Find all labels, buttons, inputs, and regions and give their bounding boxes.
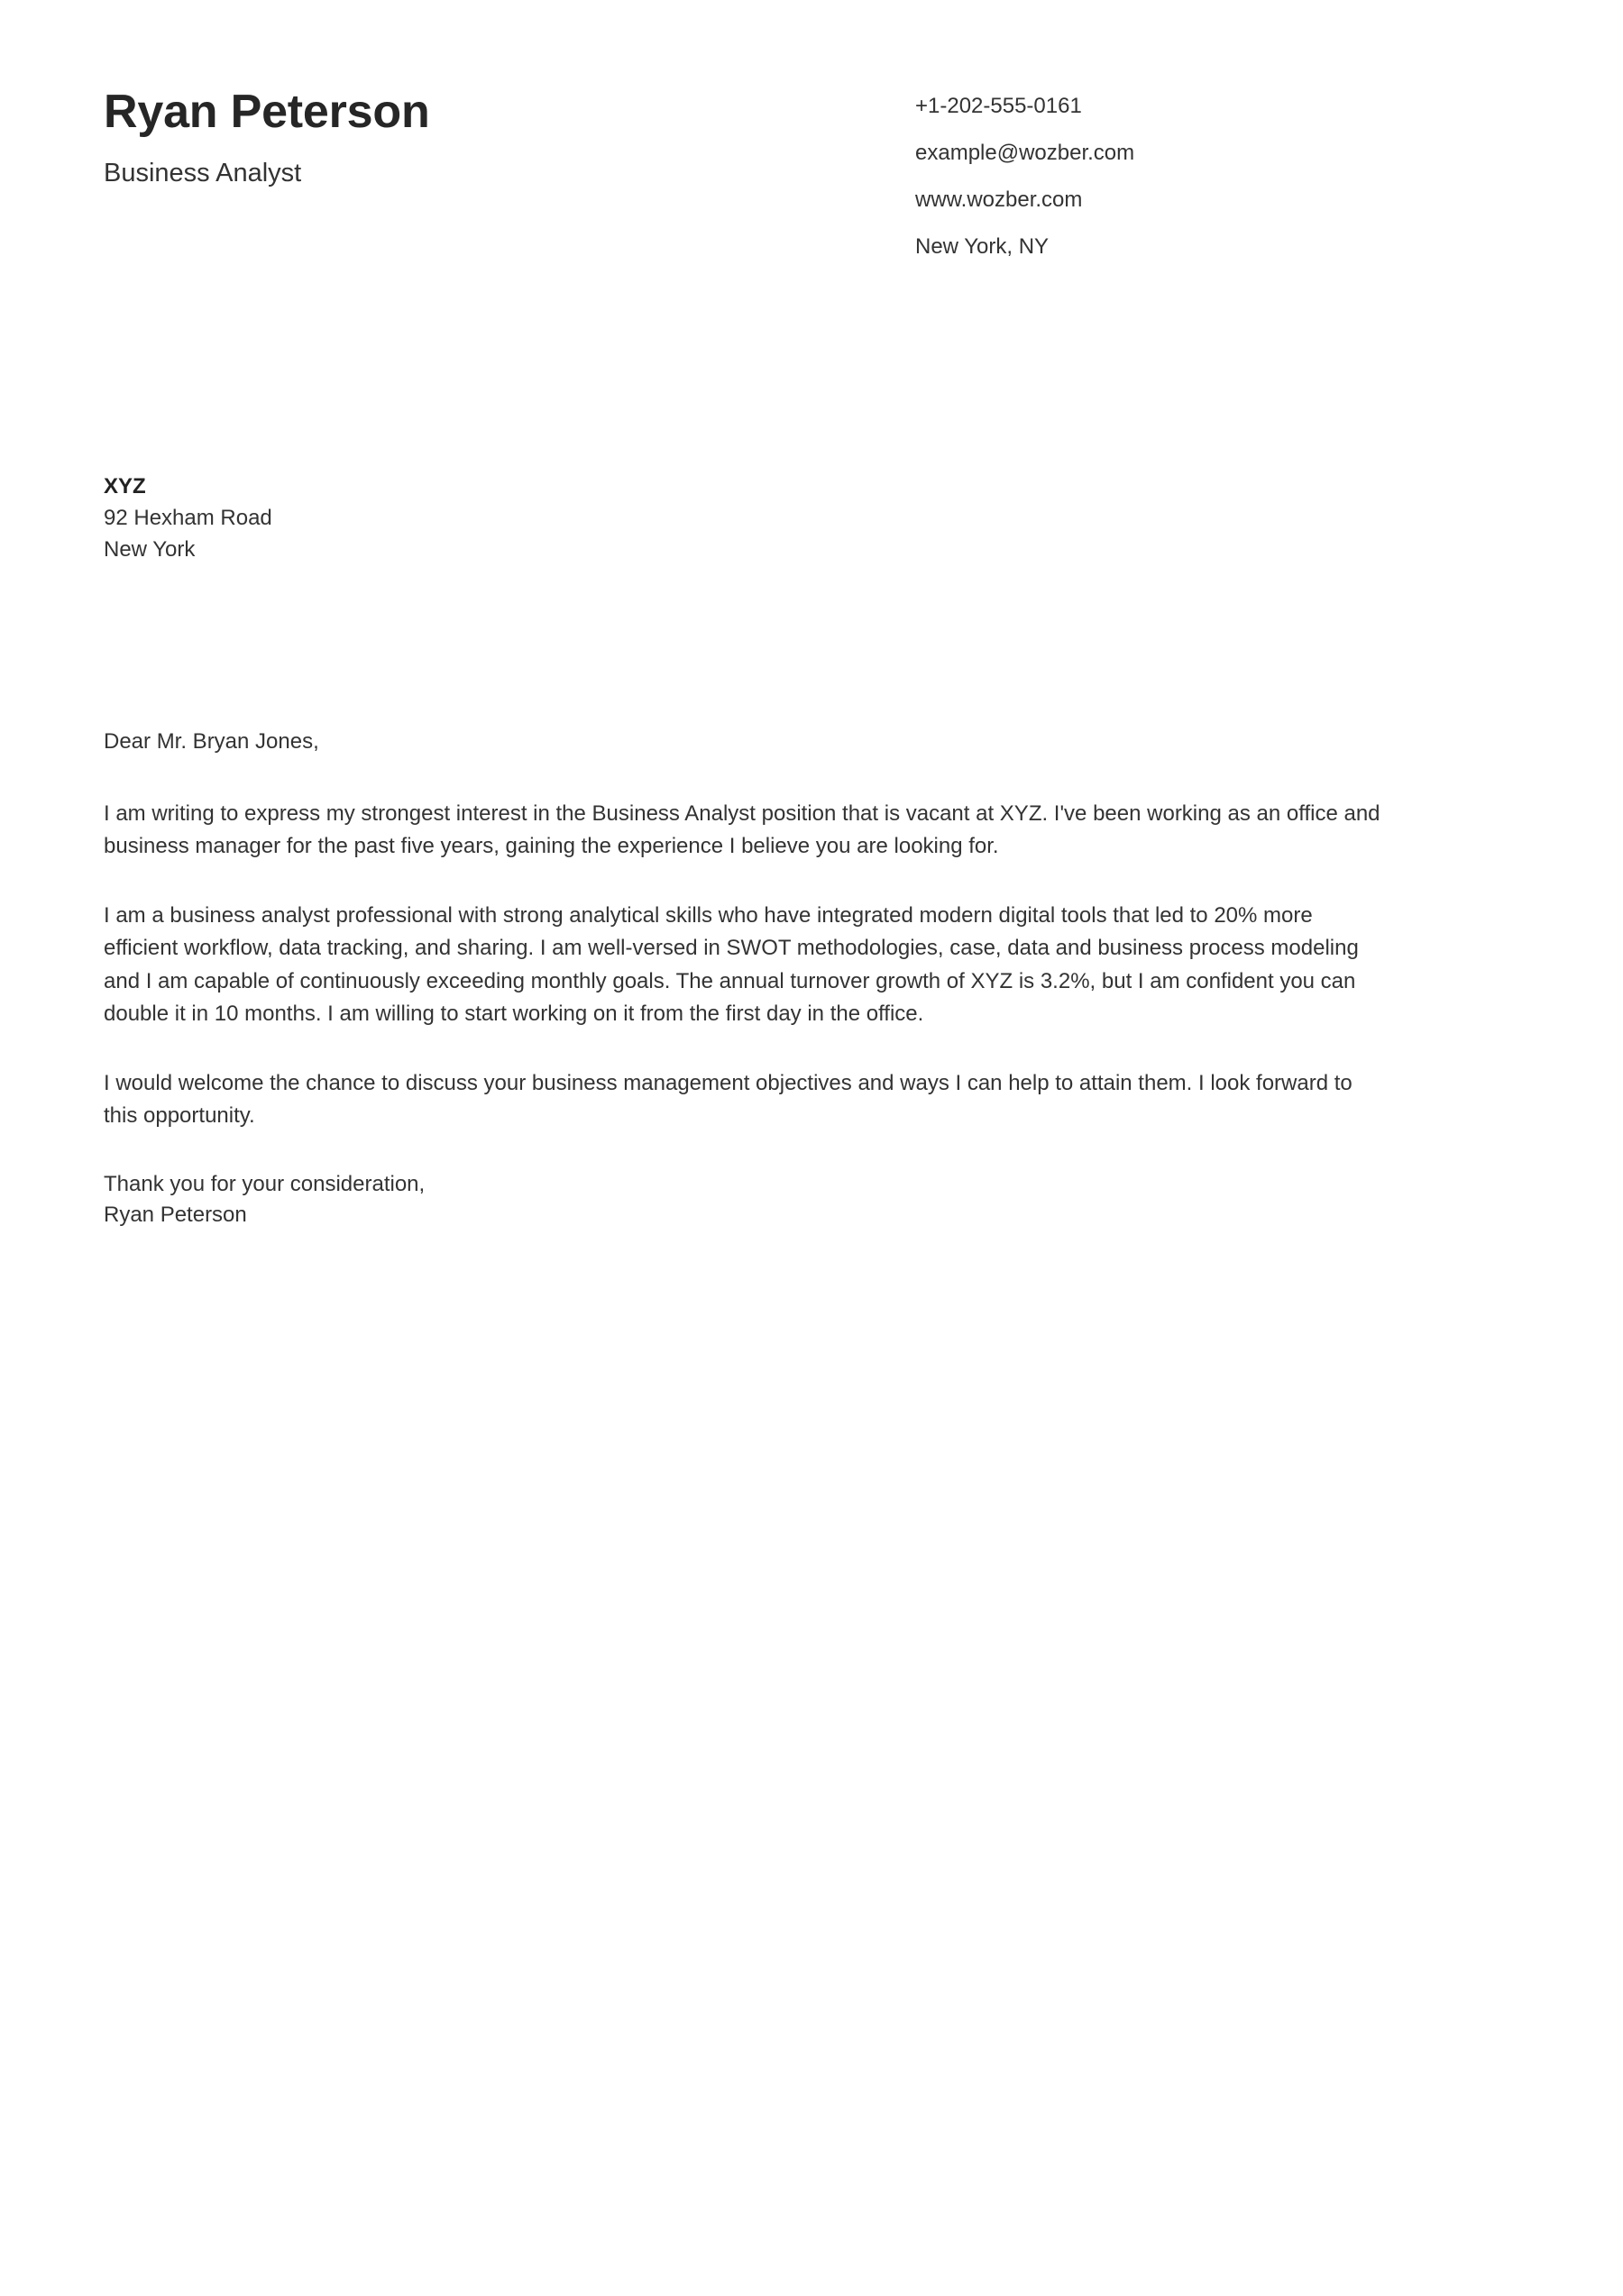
- header-identity-block: [104, 86, 915, 189]
- contact-location: New York, NY: [915, 234, 1050, 259]
- recipient-city: New York: [104, 536, 196, 562]
- recipient-address-block: [104, 471, 825, 565]
- contact-website[interactable]: www.wozber.com: [915, 188, 1083, 212]
- contact-phone[interactable]: +1-202-555-0161: [915, 94, 1082, 118]
- letter-header: [104, 86, 1524, 261]
- applicant-job-title: Business Analyst: [104, 159, 302, 188]
- closing-phrase: Thank you for your consideration,: [104, 1171, 426, 1196]
- salutation: Dear Mr. Bryan Jones,: [104, 729, 319, 754]
- body-paragraph-1: I am writing to express my strongest interest in the Business Analyst position that is vacant at XYZ. I've been working as an office and business manager for the past five years, gaining the experience I believe you are looking for.: [104, 800, 1380, 859]
- body-paragraph-3: I would welcome the chance to discuss your business management objectives and ways I can help to attain them. I look forward to this opportunity.: [104, 1070, 1352, 1129]
- applicant-name: Ryan Peterson: [104, 86, 430, 138]
- recipient-street: 92 Hexham Road: [104, 505, 272, 530]
- contact-details-block: [915, 86, 1524, 261]
- contact-email[interactable]: example@wozber.com: [915, 141, 1135, 165]
- recipient-company-name: XYZ: [104, 474, 146, 499]
- letter-body: [104, 727, 1391, 1231]
- signature-name: Ryan Peterson: [104, 1203, 247, 1228]
- signature-block: [104, 1169, 1391, 1232]
- body-paragraph-2: I am a business analyst professional with strong analytical skills who have integrated modern digital tools that led to 20% more efficient workflow, data tracking, and sharing. I am well-versed in SWOT methodologies, case, data and business process modeling and I am capable of continuously exceeding monthly goals. The annual turnover growth of XYZ is 3.2%, but I am confident you can double it in 10 months. I am willing to start working on it from the first day in the office.: [104, 902, 1359, 1027]
